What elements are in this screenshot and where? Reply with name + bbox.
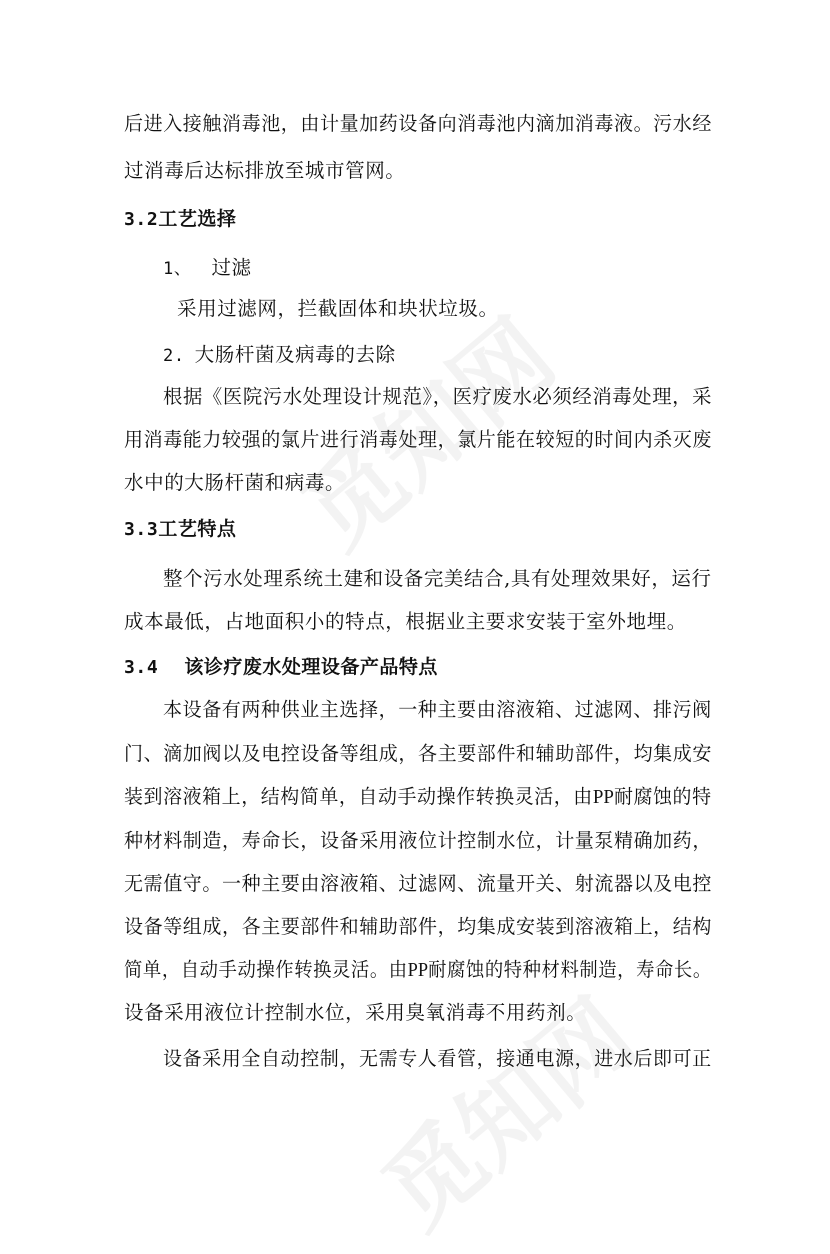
list-text: 过滤 bbox=[211, 256, 252, 279]
paragraph-line: 采用过滤网，拦截固体和块状垃圾。 bbox=[177, 297, 499, 320]
section-number: 3.4 bbox=[124, 657, 159, 678]
paragraph-line: 用消毒能力较强的氯片进行消毒处理，氯片能在较短的时间内杀灭废 bbox=[124, 428, 713, 451]
paragraph-line: 设备采用液位计控制水位，采用臭氧消毒不用药剂。 bbox=[124, 1001, 587, 1024]
paragraph-line: 过消毒后达标排放至城市管网。 bbox=[124, 159, 406, 182]
text-run: 耐腐蚀的特种材料制造，寿命长。 bbox=[428, 958, 712, 981]
section-heading-3-3 bbox=[124, 514, 236, 541]
paragraph-line: 种材料制造，寿命长，设备采用液位计控制水位，计量泵精确加药， bbox=[124, 829, 713, 852]
paragraph-line bbox=[124, 781, 712, 809]
paragraph-line: 成本最低，占地面积小的特点，根据业主要求安装于室外地埋。 bbox=[124, 610, 687, 633]
section-title: 该诊疗废水处理设备产品特点 bbox=[184, 656, 438, 678]
paragraph-line: 设备等组成，各主要部件和辅助部件，均集成安装到溶液箱上，结构 bbox=[124, 915, 713, 938]
paragraph-line: 无需值守。一种主要由溶液箱、过滤网、流量开关、射流器以及电控 bbox=[124, 872, 713, 895]
list-item-2 bbox=[163, 339, 396, 367]
section-heading-3-2 bbox=[124, 204, 236, 231]
section-number: 3.3 bbox=[124, 519, 159, 540]
list-number: 1、 bbox=[163, 259, 192, 279]
section-title: 工艺选择 bbox=[158, 208, 237, 230]
paragraph-line: 后进入接触消毒池，由计量加药设备向消毒池内滴加消毒液。污水经 bbox=[124, 112, 713, 135]
paragraph-line: 门、滴加阀以及电控设备等组成，各主要部件和辅助部件，均集成安 bbox=[124, 742, 713, 765]
section-title: 工艺特点 bbox=[158, 518, 237, 540]
text-run: 耐腐蚀的特 bbox=[613, 785, 712, 808]
paragraph-line: 整个污水处理系统土建和设备完美结合,具有处理效果好，运行 bbox=[163, 567, 712, 590]
section-heading-3-4 bbox=[124, 652, 438, 679]
list-item-1 bbox=[163, 252, 252, 280]
text-run: 装到溶液箱上，结构简单，自动手动操作转换灵活，由 bbox=[124, 785, 593, 808]
paragraph-line: 根据《医院污水处理设计规范》，医疗废水必须经消毒处理，采 bbox=[163, 385, 713, 408]
paragraph-line: 水中的大肠杆菌和病毒。 bbox=[124, 471, 346, 494]
text-run: 简单，自动手动操作转换灵活。由 bbox=[124, 958, 408, 981]
text-run: PP bbox=[407, 960, 429, 981]
text-run: PP bbox=[592, 787, 614, 808]
paragraph-line bbox=[124, 954, 712, 982]
list-number: 2. bbox=[163, 346, 185, 366]
paragraph-line: 设备采用全自动控制，无需专人看管，接通电源，进水后即可正 bbox=[163, 1047, 712, 1070]
list-text: 大肠杆菌及病毒的去除 bbox=[194, 343, 396, 366]
section-number: 3.2 bbox=[124, 209, 159, 230]
paragraph-line: 本设备有两种供业主选择，一种主要由溶液箱、过滤网、排污阀 bbox=[163, 698, 712, 721]
